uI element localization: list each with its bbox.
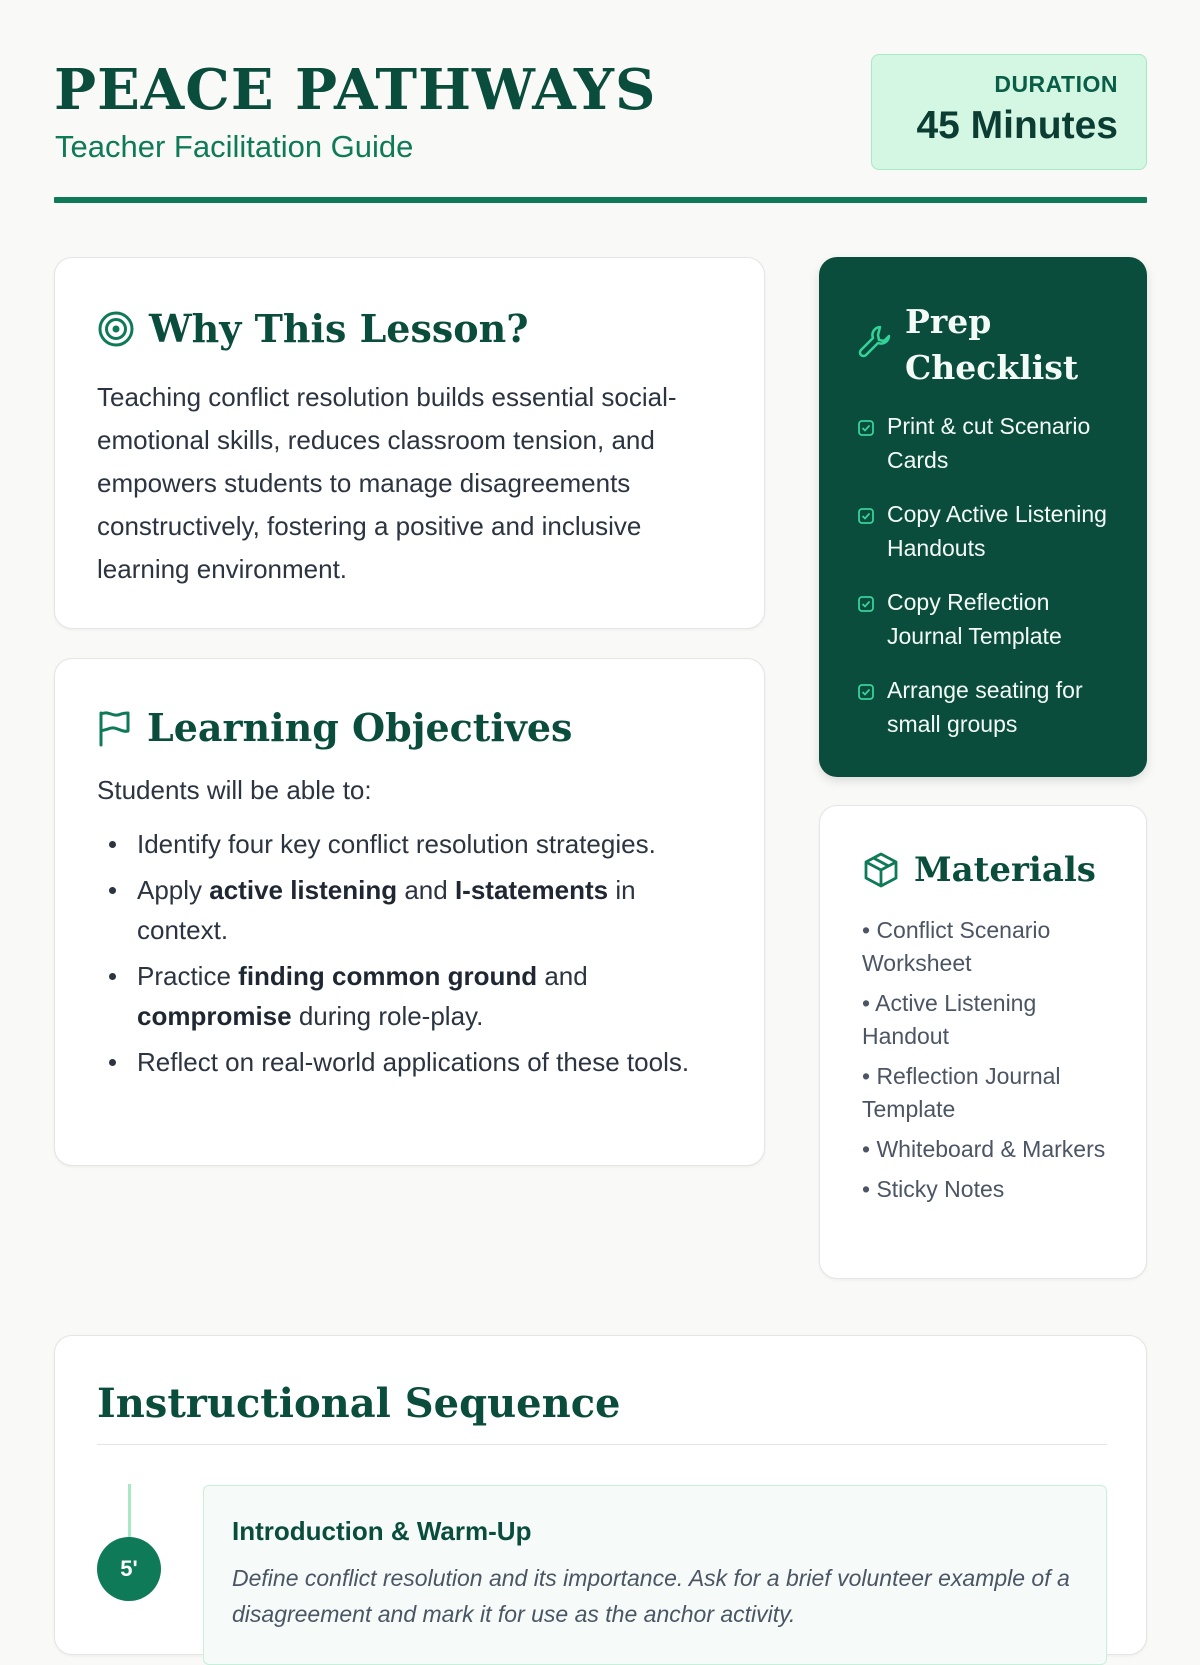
- objective-text: and: [537, 961, 588, 991]
- checkbox-icon[interactable]: [857, 683, 875, 701]
- learning-objectives-title: Learning Objectives: [147, 705, 573, 750]
- materials-card: [819, 805, 1147, 1279]
- package-icon: [862, 851, 900, 889]
- page-title: PEACE PATHWAYS: [54, 57, 657, 123]
- objective-item: [97, 870, 727, 950]
- page-header: [54, 52, 1147, 204]
- learning-objectives-header: [97, 705, 572, 750]
- checklist-item[interactable]: [857, 409, 1127, 477]
- why-lesson-header: [97, 306, 529, 351]
- objective-text: during role-play.: [291, 1001, 484, 1031]
- why-lesson-card: [54, 257, 765, 629]
- duration-badge: [871, 54, 1147, 170]
- wrench-icon: [857, 323, 893, 359]
- material-item: • Reflection Journal Template: [862, 1063, 1061, 1122]
- duration-label: DURATION: [994, 71, 1118, 97]
- step-duration-badge: 5': [97, 1537, 161, 1601]
- checkbox-icon[interactable]: [857, 507, 875, 525]
- sequence-divider: [97, 1444, 1107, 1445]
- objective-keyword: active listening: [209, 875, 398, 905]
- why-lesson-body: Teaching conflict resolution builds essential social-emotional skills, reduces classroom tension, and empowers students to manage disagreements constructively, fostering a positive and inclusive learning environment.: [97, 382, 677, 584]
- objective-item: [97, 956, 727, 1036]
- objectives-list: [97, 824, 727, 1088]
- why-lesson-title: Why This Lesson?: [149, 306, 529, 351]
- objective-text: Reflect on real-world applications of these tools.: [137, 1047, 690, 1077]
- target-icon: [97, 310, 135, 348]
- objective-keyword: compromise: [137, 1001, 292, 1031]
- materials-title: Materials: [914, 850, 1096, 890]
- checklist-item-label: Arrange seating for small groups: [887, 677, 1083, 737]
- checklist-item[interactable]: [857, 585, 1127, 653]
- objective-text: Apply: [137, 875, 210, 905]
- checklist-item[interactable]: [857, 497, 1127, 565]
- prep-checklist-list: [857, 409, 1127, 761]
- objective-keyword: I-statements: [454, 875, 609, 905]
- objective-item: [97, 824, 727, 864]
- materials-list: [862, 914, 1122, 1213]
- objective-item: [97, 1042, 727, 1082]
- objective-text: Identify four key conflict resolution strategies.: [137, 829, 656, 859]
- checklist-item[interactable]: [857, 673, 1127, 741]
- flag-icon: [97, 709, 131, 747]
- sequence-step: [203, 1485, 1107, 1665]
- header-divider: [54, 197, 1147, 203]
- prep-checklist-title: Prep Checklist: [905, 302, 1079, 387]
- objective-text: and: [397, 875, 455, 905]
- material-item: • Whiteboard & Markers: [862, 1136, 1106, 1162]
- objective-text: in context.: [137, 875, 636, 945]
- instructional-sequence-card: [54, 1335, 1147, 1655]
- checklist-item-label: Copy Reflection Journal Template: [887, 589, 1062, 649]
- checklist-item-label: Print & cut Scenario Cards: [887, 413, 1091, 473]
- material-item: • Conflict Scenario Worksheet: [862, 917, 1051, 976]
- objective-keyword: finding common ground: [238, 961, 538, 991]
- step-title: Introduction & Warm-Up: [232, 1516, 532, 1546]
- checkbox-icon[interactable]: [857, 595, 875, 613]
- materials-header: [862, 850, 1096, 890]
- material-item: • Sticky Notes: [862, 1176, 1005, 1202]
- objective-text: Practice: [137, 961, 239, 991]
- prep-checklist-header: [857, 299, 1105, 391]
- learning-objectives-card: [54, 658, 765, 1166]
- step-description: Define conflict resolution and its importance. Ask for a brief volunteer example of a disagreement and mark it for use as the anchor activity.: [232, 1565, 1070, 1627]
- page-subtitle: Teacher Facilitation Guide: [55, 129, 414, 164]
- checkbox-icon[interactable]: [857, 419, 875, 437]
- checklist-item-label: Copy Active Listening Handouts: [887, 501, 1107, 561]
- material-item: • Active Listening Handout: [862, 990, 1037, 1049]
- objectives-intro: Students will be able to:: [97, 775, 372, 805]
- instructional-sequence-title: Instructional Sequence: [97, 1380, 621, 1427]
- prep-checklist-card: [819, 257, 1147, 777]
- duration-value: 45 Minutes: [916, 104, 1118, 147]
